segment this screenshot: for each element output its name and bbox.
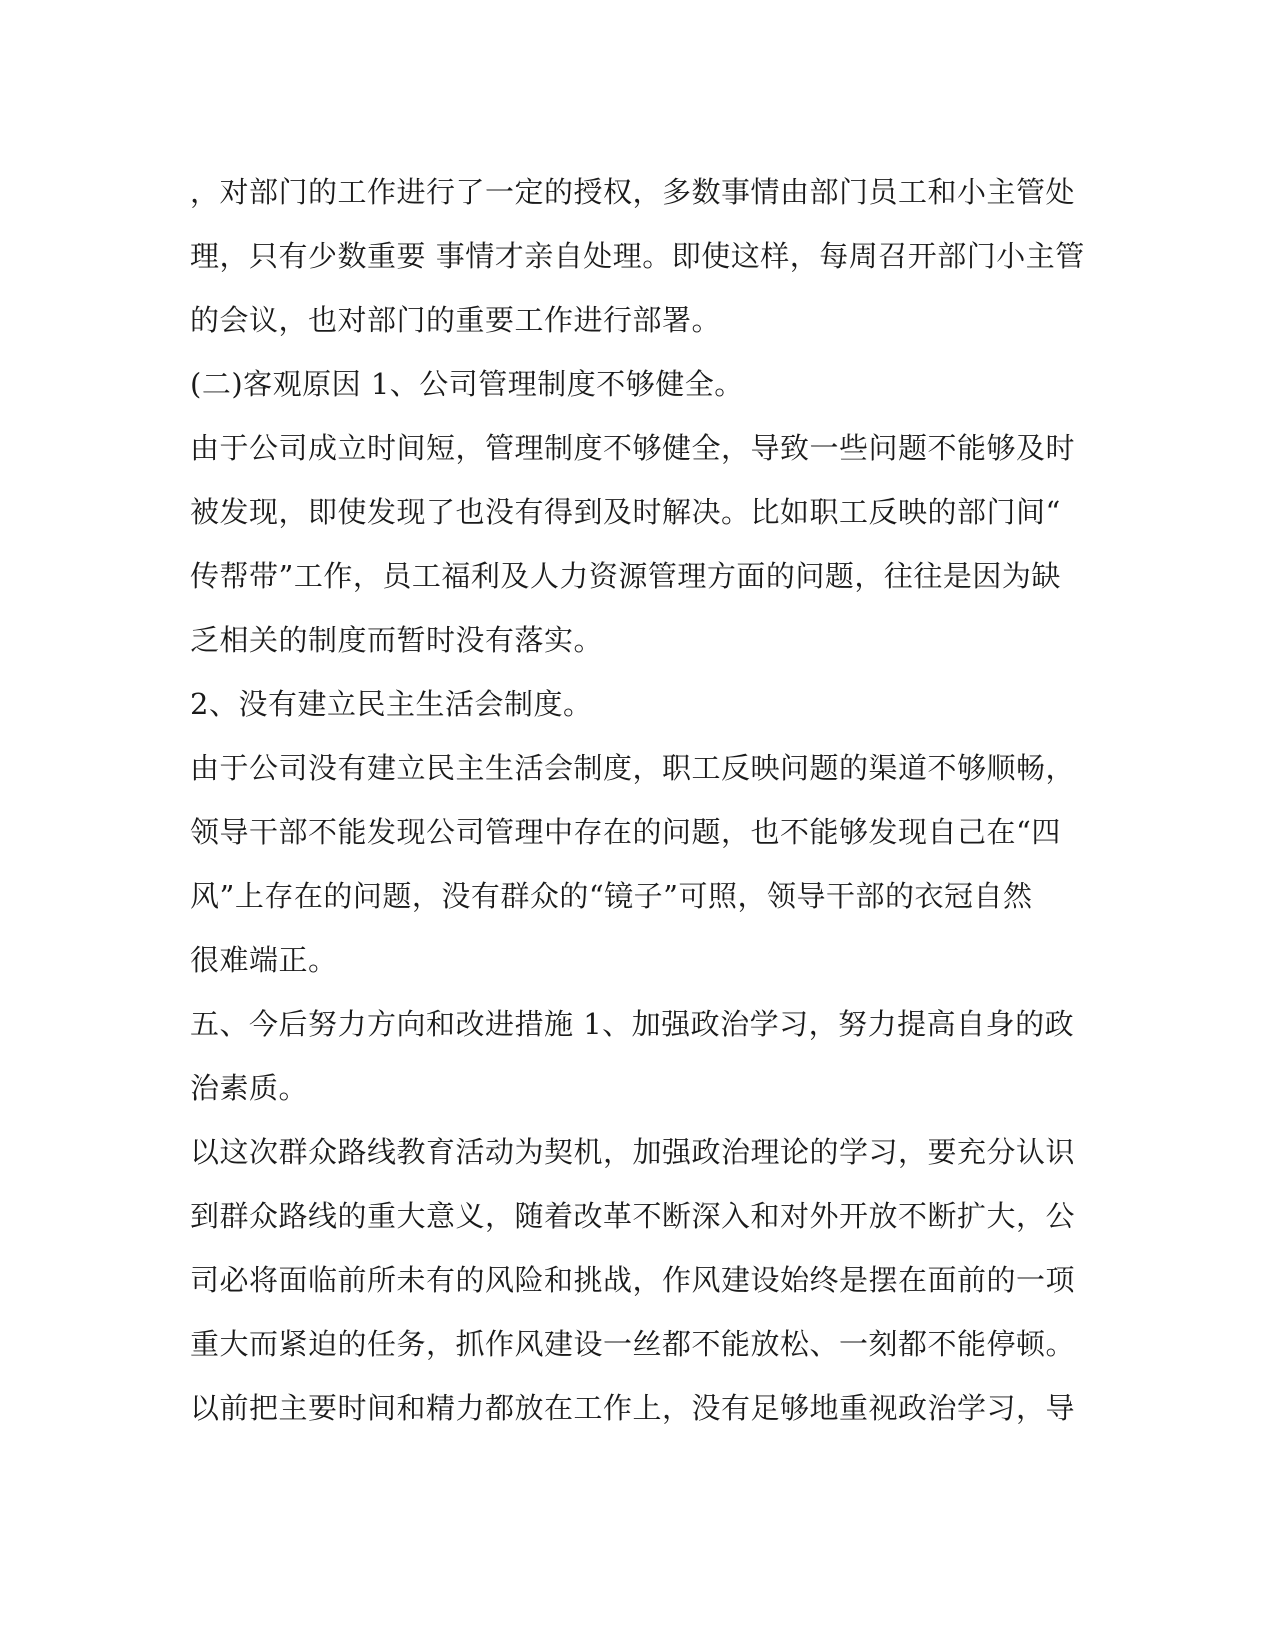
section-heading: 五、今后努力方向和改进措施 1、加强政治学习，努力提高自身的政 <box>190 1007 1075 1041</box>
text-line: 理，只有少数重要 事情才亲自处理。即使这样，每周召开部门小主管 <box>190 239 1085 273</box>
text-line: 以前把主要时间和精力都放在工作上，没有足够地重视政治学习，导 <box>190 1391 1076 1425</box>
section-heading: (二)客观原因 1、公司管理制度不够健全。 <box>190 367 744 401</box>
text-line: 风”上存在的问题，没有群众的“镜子”可照，领导干部的衣冠自然 <box>190 879 1033 913</box>
text-line: 被发现，即使发现了也没有得到及时解决。比如职工反映的部门间“ <box>190 495 1061 529</box>
text-line: 领导干部不能发现公司管理中存在的问题，也不能够发现自己在“四 <box>190 815 1061 849</box>
text-line: 的会议，也对部门的重要工作进行部署。 <box>190 303 722 337</box>
text-line: 重大而紧迫的任务，抓作风建设一丝都不能放松、一刻都不能停顿。 <box>190 1327 1076 1361</box>
text-line: 由于公司没有建立民主生活会制度，职工反映问题的渠道不够顺畅， <box>190 751 1076 785</box>
document-body <box>190 160 1090 1440</box>
text-line: 到群众路线的重大意义，随着改革不断深入和对外开放不断扩大，公 <box>190 1199 1076 1233</box>
text-line: 传帮带”工作，员工福利及人力资源管理方面的问题，往往是因为缺 <box>190 559 1061 593</box>
text-line: 乏相关的制度而暂时没有落实。 <box>190 623 604 657</box>
text-line: 司必将面临前所未有的风险和挑战，作风建设始终是摆在面前的一项 <box>190 1263 1076 1297</box>
text-line: 由于公司成立时间短，管理制度不够健全，导致一些问题不能够及时 <box>190 431 1076 465</box>
text-line: 治素质。 <box>190 1071 309 1105</box>
text-line: 以这次群众路线教育活动为契机，加强政治理论的学习，要充分认识 <box>190 1135 1076 1169</box>
text-line: ，对部门的工作进行了一定的授权，多数事情由部门员工和小主管处 <box>190 175 1076 209</box>
section-heading: 2、没有建立民主生活会制度。 <box>190 687 593 721</box>
text-line: 很难端正。 <box>190 943 338 977</box>
